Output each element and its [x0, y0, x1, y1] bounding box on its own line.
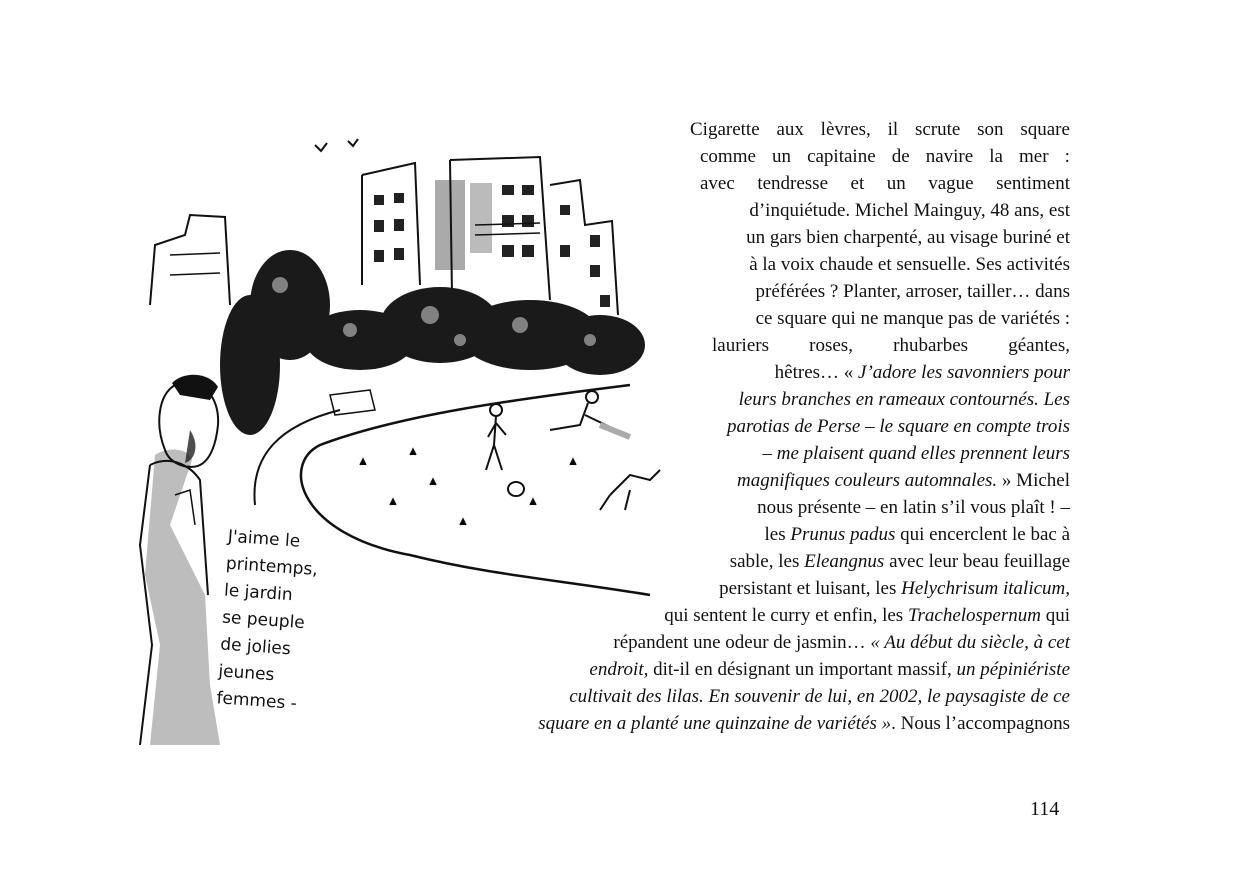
- caption-line: de jolies: [219, 634, 292, 660]
- text-line: – me plaisent quand elles prennent leurs: [762, 443, 1070, 464]
- caption-line: J'aime le: [227, 526, 301, 552]
- text-line: hêtres… « J’adore les savonniers pour: [774, 362, 1070, 383]
- text-line: parotias de Perse – le square en compte trois: [726, 416, 1070, 437]
- caption-line: jeunes: [217, 661, 276, 686]
- page-number: 114: [1030, 798, 1060, 820]
- text-line: ce square qui ne manque pas de variétés :: [755, 308, 1070, 329]
- text-line: d’inquiétude. Michel Mainguy, 48 ans, est: [749, 200, 1070, 221]
- text-line: un gars bien charpenté, au visage buriné et: [746, 227, 1070, 248]
- text-line: cultivait des lilas. En souvenir de lui, en 2002, le paysagiste de ce: [569, 686, 1070, 707]
- text-line: Cigarette aux lèvres, il scrute son square: [690, 119, 1070, 140]
- text-line: avec tendresse et un vague sentiment: [700, 173, 1070, 194]
- text-line: les Prunus padus qui encerclent le bac à: [764, 524, 1070, 545]
- text-line: magnifiques couleurs automnales. » Michel: [736, 470, 1070, 491]
- text-line: persistant et luisant, les Helychrisum italicum,: [719, 578, 1070, 599]
- handwritten-caption: [216, 524, 359, 722]
- text-line: répandent une odeur de jasmin… « Au début du siècle, à cet: [613, 632, 1070, 653]
- text-line: nous présente – en latin s’il vous plaît ! –: [757, 497, 1070, 518]
- text-line: square en a planté une quinzaine de variétés ». Nous l’accompagnons: [538, 713, 1070, 734]
- text-line: à la voix chaude et sensuelle. Ses activités: [749, 254, 1070, 275]
- text-line: qui sentent le curry et enfin, les Trachelospernum qui: [664, 605, 1070, 626]
- text-line: leurs branches en rameaux contournés. Les: [738, 389, 1070, 410]
- caption-line: printemps,: [225, 553, 319, 580]
- text-line: comme un capitaine de navire la mer :: [700, 146, 1070, 167]
- caption-line: se peuple: [221, 607, 306, 634]
- text-line: préférées ? Planter, arroser, tailler… dans: [755, 281, 1070, 302]
- caption-line: femmes -: [215, 688, 298, 714]
- text-line: endroit, dit-il en désignant un important massif, un pépiniériste: [589, 659, 1070, 680]
- text-line: lauriers roses, rhubarbes géantes,: [712, 335, 1070, 356]
- square-illustration: [130, 125, 690, 745]
- text-line: sable, les Eleangnus avec leur beau feuillage: [729, 551, 1070, 572]
- caption-line: le jardin: [223, 580, 294, 606]
